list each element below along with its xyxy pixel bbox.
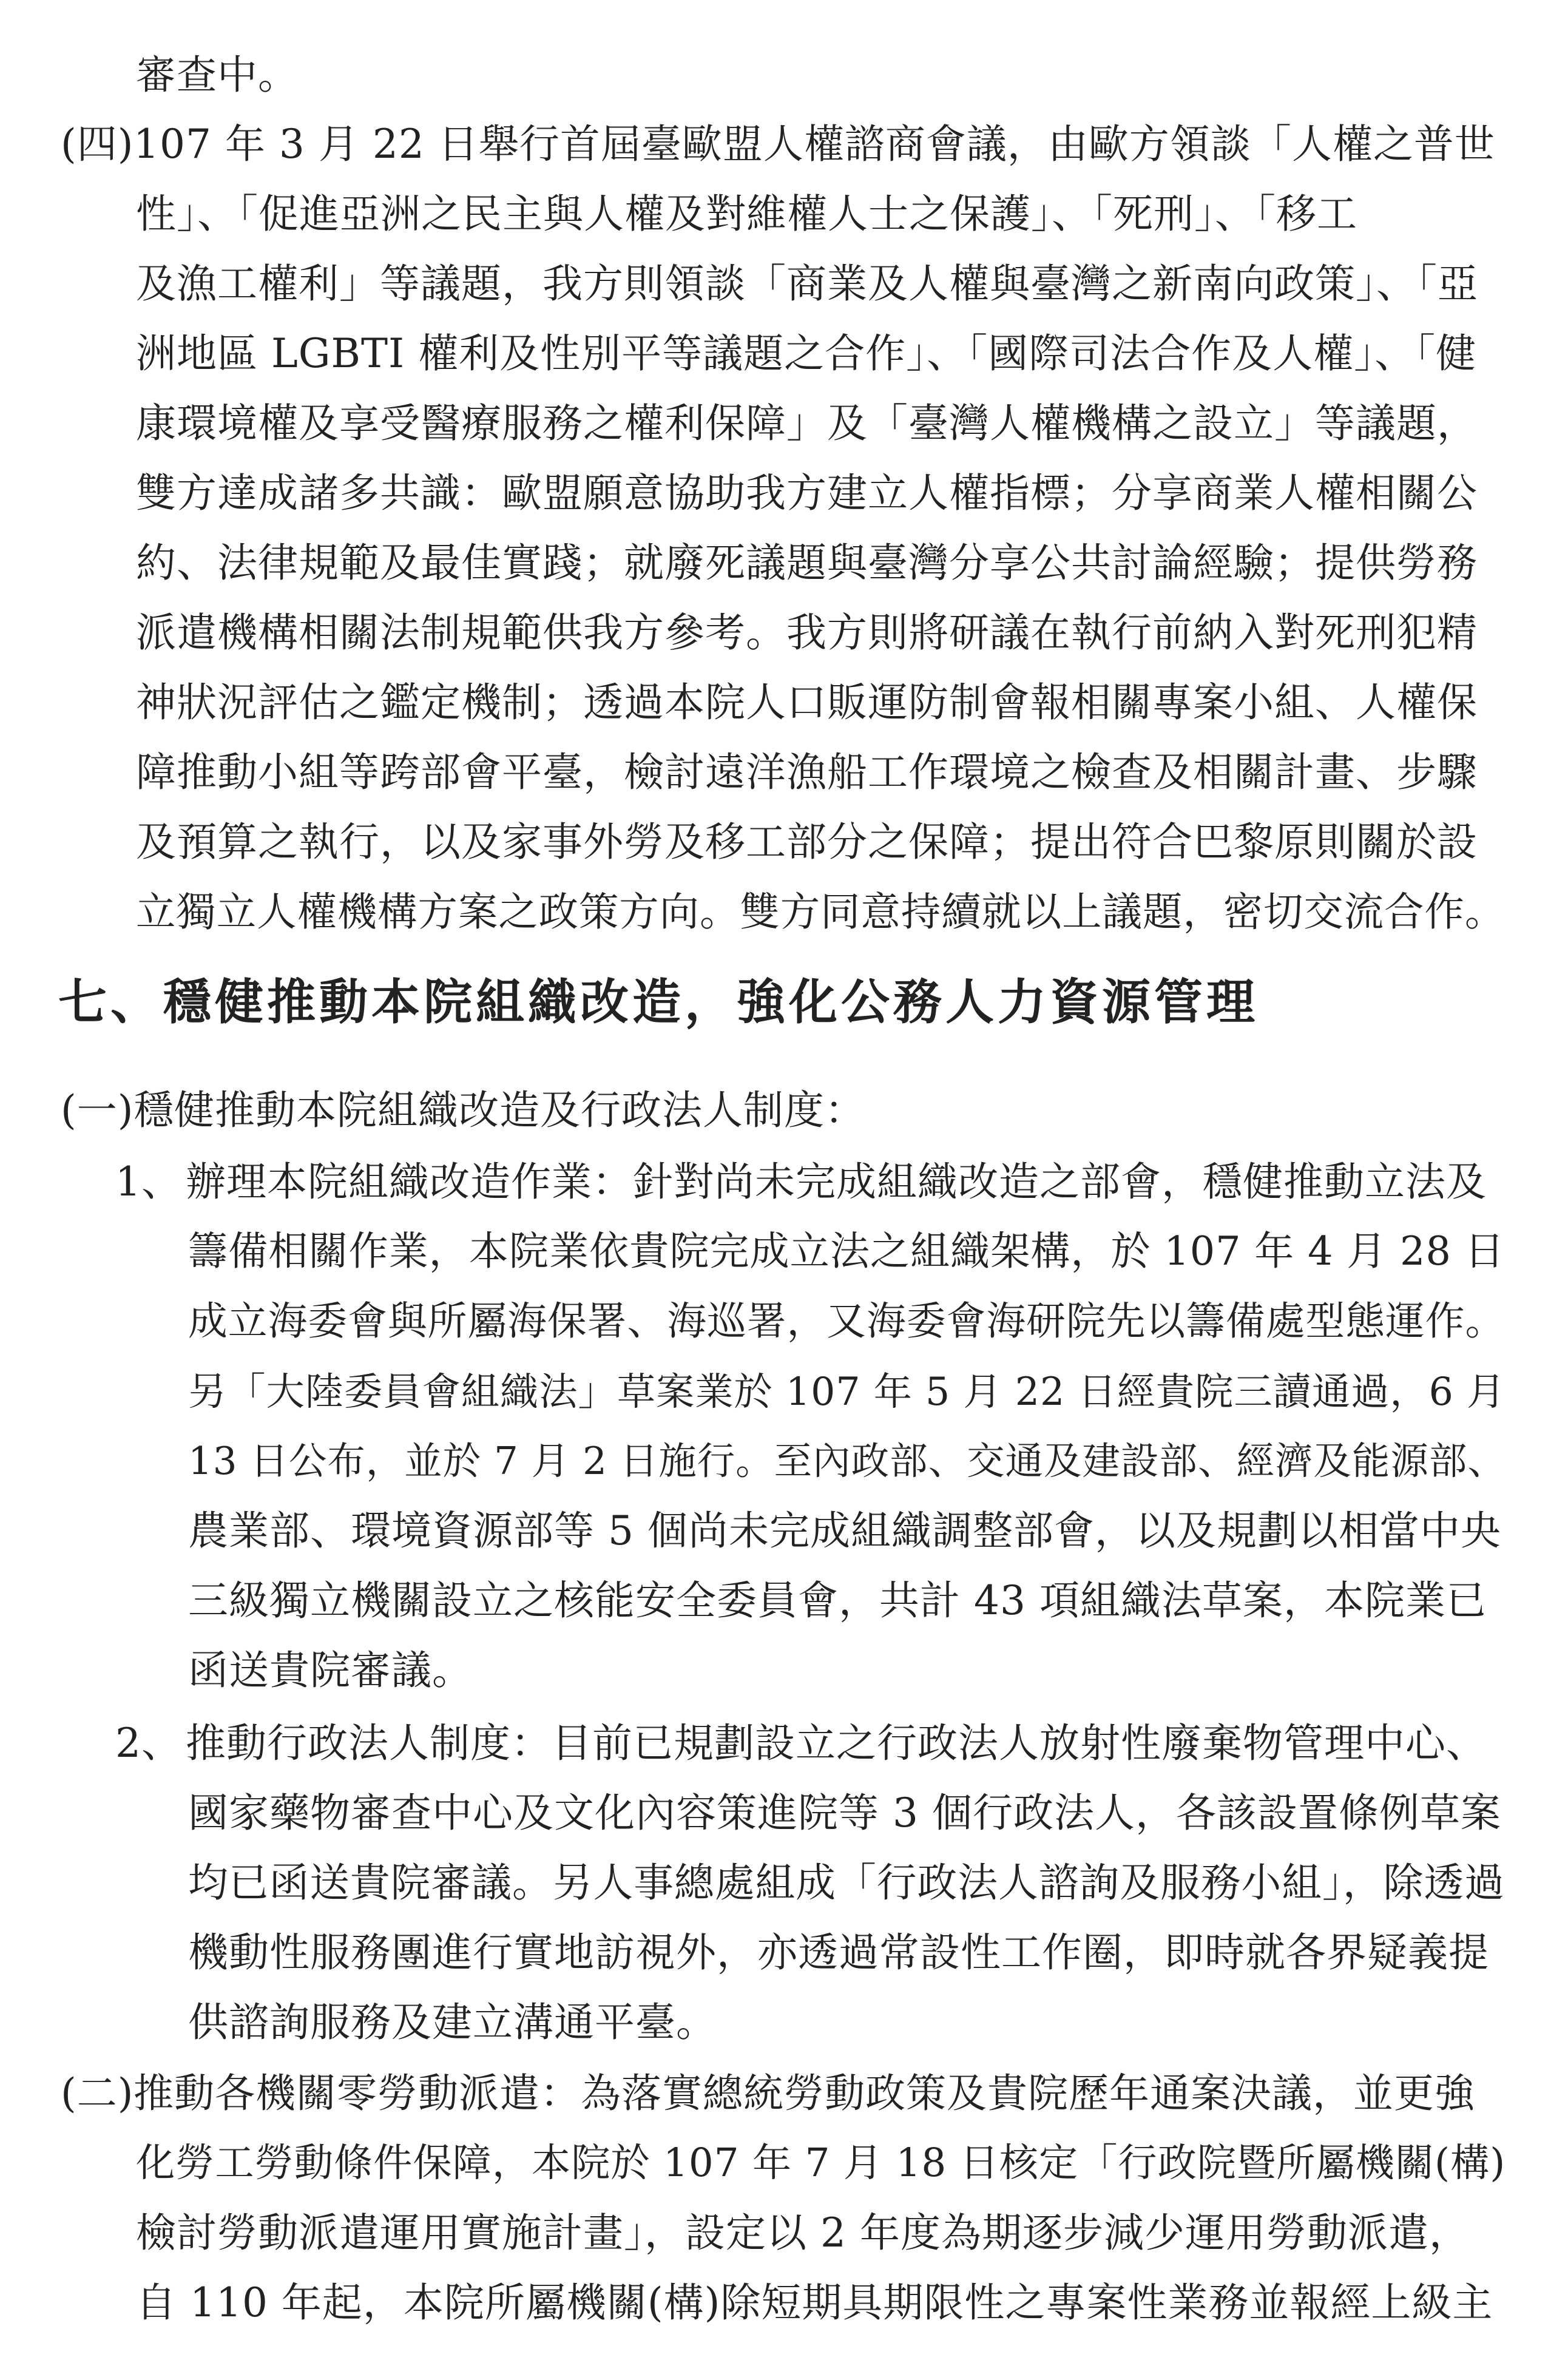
section-marker-4: (四): [61, 121, 134, 167]
paragraph-line: 農業部、環境資源部等 5 個尚未完成組織調整部會，以及規劃以相當中央: [188, 1507, 1501, 1554]
paragraph-line: 障推動小組等跨部會平臺，檢討遠洋漁船工作環境之檢查及相關計畫、步驟: [136, 749, 1478, 796]
paragraph-line: 三級獨立機關設立之核能安全委員會，共計 43 項組織法草案，本院業已: [188, 1577, 1487, 1624]
paragraph-line: 雙方達成諸多共識：歐盟願意協助我方建立人權指標；分享商業人權相關公: [136, 470, 1478, 516]
paragraph-line: 性」、「促進亞洲之民主與人權及對維權人士之保護」、「死刑」、「移工: [136, 191, 1357, 237]
paragraph-line: 及預算之執行，以及家事外勞及移工部分之保障；提出符合巴黎原則關於設: [136, 819, 1478, 865]
subsection-marker-1: (一): [61, 1087, 134, 1134]
paragraph-line: 辦理本院組織改造作業：針對尚未完成組織改造之部會，穩健推動立法及: [186, 1158, 1487, 1205]
chapter-heading: 七、穩健推動本院組織改造，強化公務人力資源管理: [58, 974, 1259, 1030]
paragraph-line: 立獨立人權機構方案之政策方向。雙方同意持續就以上議題，密切交流合作。: [136, 889, 1505, 935]
paragraph-line: 推動行政法人制度：目前已規劃設立之行政法人放射性廢棄物管理中心、: [186, 1720, 1487, 1767]
paragraph-line: 康環境權及享受醫療服務之權利保障」及「臺灣人權機構之設立」等議題，: [136, 400, 1478, 447]
subsection-marker-2: (二): [61, 2070, 134, 2117]
paragraph-line: 供諮詢服務及建立溝通平臺。: [188, 1999, 717, 2046]
paragraph-line: 約、法律規範及最佳實踐；就廢死議題與臺灣分享公共討論經驗；提供勞務: [136, 539, 1478, 586]
paragraph-line: 籌備相關作業，本院業依貴院完成立法之組織架構，於 107 年 4 月 28 日: [188, 1229, 1505, 1274]
paragraph-line: 均已函送貴院審議。另人事總處組成「行政法人諮詢及服務小組」，除透過: [188, 1859, 1505, 1906]
paragraph-line: 函送貴院審議。: [188, 1647, 473, 1694]
paragraph-line: 13 日公布，並於 7 月 2 日施行。至內政部、交通及建設部、經濟及能源部、: [188, 1439, 1506, 1483]
subsection-title: 穩健推動本院組織改造及行政法人制度：: [133, 1087, 865, 1134]
paragraph-line: 國家藥物審查中心及文化內容策進院等 3 個行政法人，各該設置條例草案: [188, 1790, 1501, 1836]
item-marker-1: 1、: [115, 1158, 182, 1205]
paragraph-line: 化勞工勞動條件保障，本院於 107 年 7 月 18 日核定「行政院暨所屬機關(構): [136, 2140, 1506, 2186]
paragraph-line: 推動各機關零勞動派遣：為落實總統勞動政策及貴院歷年通案決議，並更強: [133, 2070, 1475, 2117]
item-marker-2: 2、: [115, 1720, 182, 1767]
paragraph-line: 神狀況評估之鑑定機制；透過本院人口販運防制會報相關專案小組、人權保: [136, 679, 1478, 726]
paragraph-line: 檢討勞動派遣運用實施計畫」，設定以 2 年度為期逐步減少運用勞動派遣，: [136, 2210, 1470, 2256]
paragraph-line: 派遣機構相關法制規範供我方參考。我方則將研議在執行前納入對死刑犯精: [136, 609, 1478, 656]
continuation-line: 審查中。: [136, 52, 299, 98]
paragraph-line: 107 年 3 月 22 日舉行首屆臺歐盟人權諮商會議，由歐方領談「人權之普世: [133, 121, 1495, 167]
paragraph-line: 及漁工權利」等議題，我方則領談「商業及人權與臺灣之新南向政策」、「亞: [136, 260, 1478, 307]
paragraph-line: 機動性服務團進行實地訪視外，亦透過常設性工作圈，即時就各界疑義提: [188, 1929, 1489, 1976]
paragraph-line: 成立海委會與所屬海保署、海巡署，又海委會海研院先以籌備處型態運作。: [188, 1299, 1505, 1344]
paragraph-line: 自 110 年起，本院所屬機關(構)除短期具期限性之專案性業務並報經上級主: [136, 2279, 1493, 2326]
paragraph-line: 洲地區 LGBTI 權利及性別平等議題之合作」、「國際司法合作及人權」、「健: [136, 330, 1477, 377]
paragraph-line: 另「大陸委員會組織法」草案業於 107 年 5 月 22 日經貴院三讀通過，6 月: [188, 1369, 1506, 1414]
